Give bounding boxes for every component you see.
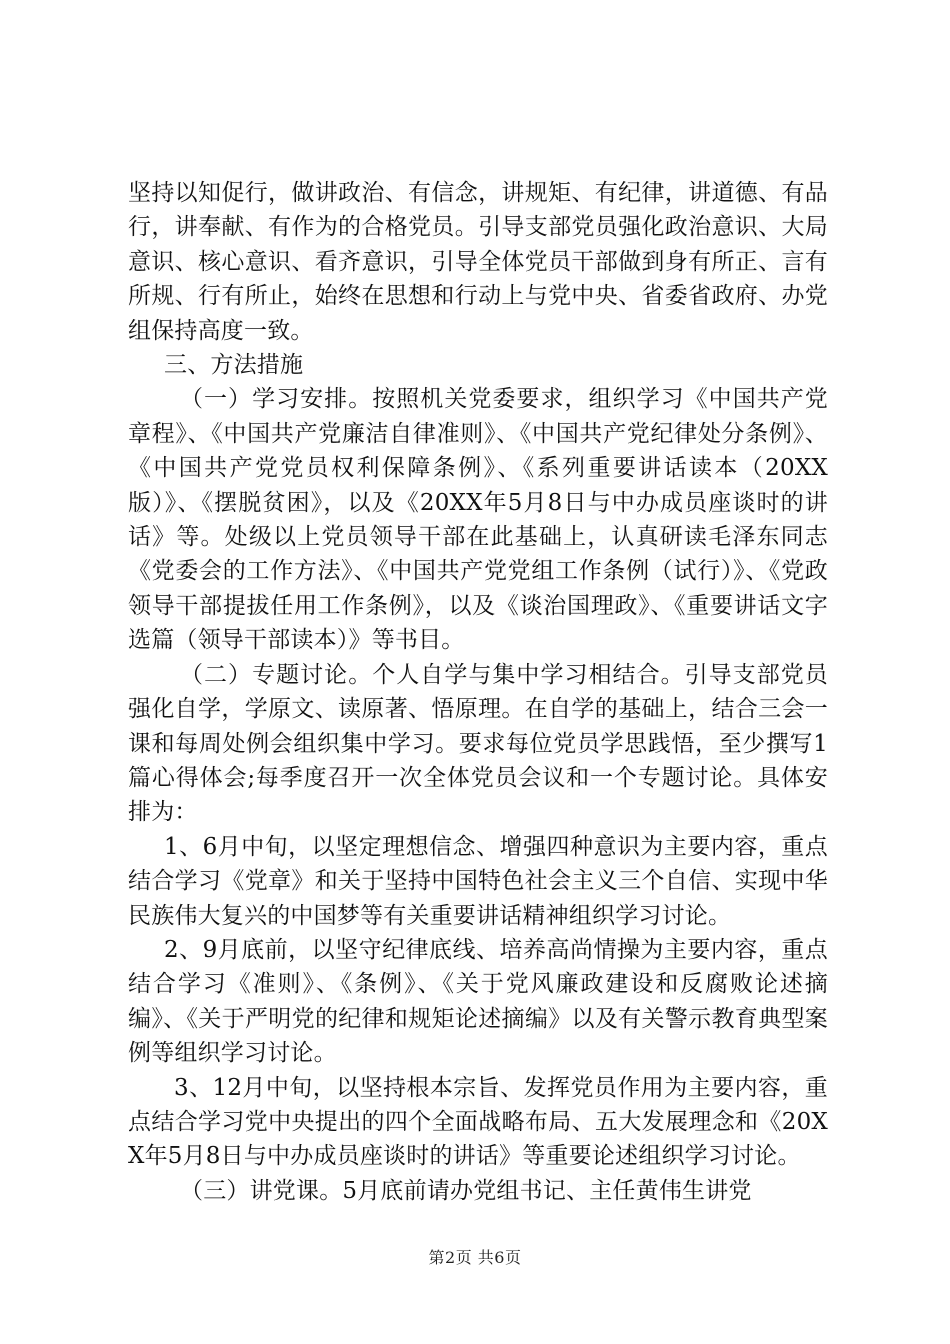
list-item-june: 1、6月中旬，以坚定理想信念、增强四种意识为主要内容，重点结合学习《党章》和关于坚持中国特色社会主义三个自信、实现中华民族伟大复兴的中国梦等有关重要讲话精神组织学习讨论。 xyxy=(128,833,828,929)
page-number-footer: 第2页 共6页 xyxy=(428,1248,522,1267)
paragraph-topic-discussion: （二）专题讨论。个人自学与集中学习相结合。引导支部党员强化自学，学原文、读原著、悟原理。在自学的基础上，结合三会一课和每周处例会组织集中学习。要求每位党员学思践悟，至少撰写1篇心得体会;每季度召开一次全体党员会议和一个专题讨论。具体安排为： xyxy=(128,661,828,826)
list-item-december: 3、12月中旬，以坚持根本宗旨、发挥党员作用为主要内容，重点结合学习党中央提出的四个全面战略布局、五大发展理念和《20XX年5月8日与中办成员座谈时的讲话》等重要论述组织学习讨论。 xyxy=(128,1074,828,1170)
paragraph-study-arrangement: （一）学习安排。按照机关党委要求，组织学习《中国共产党章程》、《中国共产党廉洁自律准则》、《中国共产党纪律处分条例》、《中国共产党党员权利保障条例》、《系列重要讲话读本（20XX版）》、《摆脱贫困》，以及《20XX年5月8日与中办成员座谈时的讲话》等。处级以上党员领导干部在此基础上，认真研读毛泽东同志《党委会的工作方法》、《中国共产党党组工作条例（试行）》、《党政领导干部提拔任用工作条例》，以及《谈治国理政》、《重要讲话文字选篇（领导干部读本）》等书目。 xyxy=(128,386,828,654)
document-body xyxy=(128,176,828,1208)
list-item-september: 2、9月底前，以坚守纪律底线、培养高尚情操为主要内容，重点结合学习《准则》、《条例》、《关于党风廉政建设和反腐败论述摘编》、《关于严明党的纪律和规矩论述摘编》以及有关警示教育典型案例等组织学习讨论。 xyxy=(128,936,828,1067)
paragraph-party-lecture: （三）讲党课。5月底前请办党组书记、主任黄伟生讲党 xyxy=(180,1177,752,1204)
section-heading-methods: 三、方法措施 xyxy=(164,352,304,379)
paragraph-continuation: 坚持以知促行，做讲政治、有信念，讲规矩、有纪律，讲道德、有品行，讲奉献、有作为的合格党员。引导支部党员强化政治意识、大局意识、核心意识、看齐意识，引导全体党员干部做到身有所正、言有所规、行有所止，始终在思想和行动上与党中央、省委省政府、办党组保持高度一致。 xyxy=(128,180,828,344)
